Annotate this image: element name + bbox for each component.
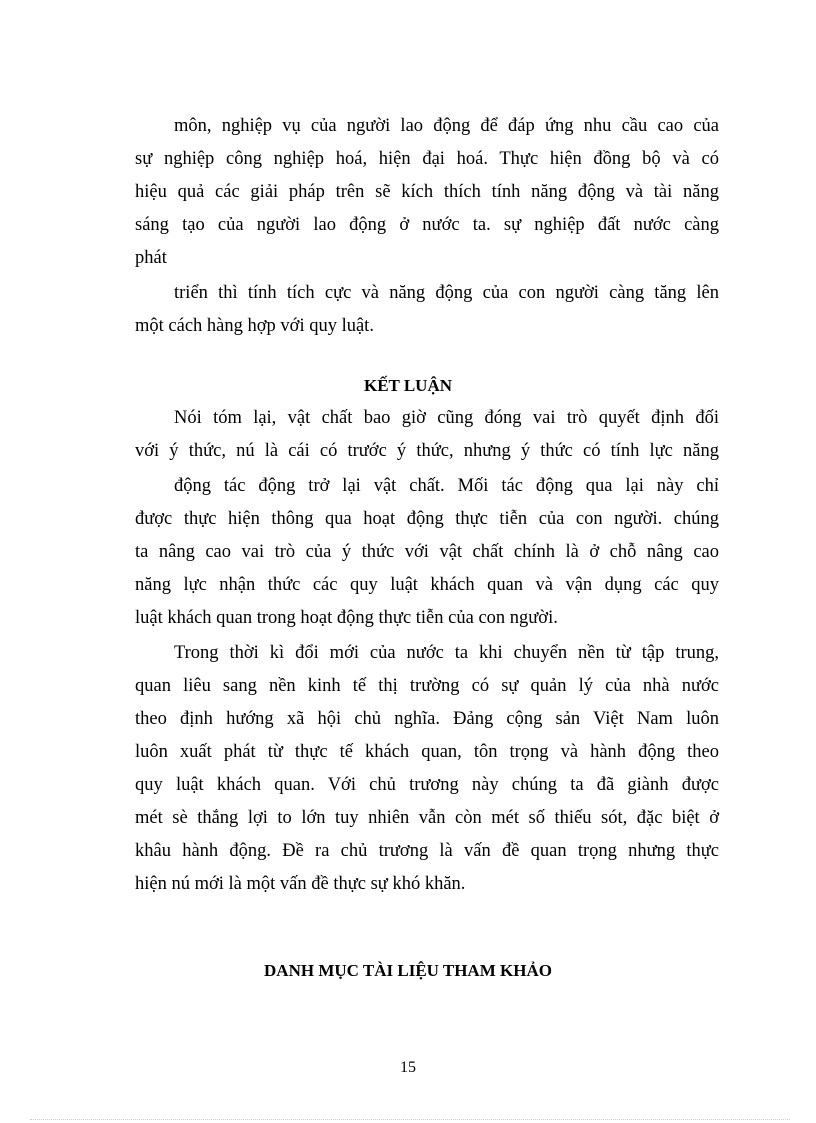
- page-number: 15: [400, 1059, 416, 1076]
- paragraph-line: năng lực nhận thức các quy luật khách quan và vận dụng các quy: [135, 575, 719, 595]
- references-heading: DANH MỤC TÀI LIỆU THAM KHẢO: [264, 961, 552, 980]
- paragraph-line: luôn xuất phát từ thực tế khách quan, tôn trọng và hành động theo: [135, 742, 719, 762]
- paragraph-line: động tác động trở lại vật chất. Mối tác động qua lại này chỉ: [174, 476, 719, 496]
- paragraph-line: sáng tạo của người lao động ở nước ta. sự nghiệp đất nước càng: [135, 215, 719, 235]
- paragraph-line: khâu hành động. Đề ra chủ trương là vấn đề quan trọng nhưng thực: [135, 841, 719, 861]
- paragraph-line: triển thì tính tích cực và năng động của con người càng tăng lên: [174, 283, 719, 303]
- paragraph-line: ta nâng cao vai trò của ý thức với vật chất chính là ở chỗ nâng cao: [135, 542, 719, 562]
- paragraph-line: phát: [135, 248, 167, 268]
- paragraph-line: Trong thời kì đổi mới của nước ta khi chuyển nền từ tập trung,: [174, 643, 719, 663]
- page-bottom-divider: [30, 1119, 790, 1120]
- paragraph-line: sự nghiệp công nghiệp hoá, hiện đại hoá. Thực hiện đồng bộ và có: [135, 149, 719, 169]
- paragraph-line: luật khách quan trong hoạt động thực tiễn của con người.: [135, 608, 558, 628]
- paragraph-line: theo định hướng xã hội chủ nghĩa. Đảng cộng sản Việt Nam luôn: [135, 709, 719, 729]
- paragraph-line: với ý thức, nú là cái có trước ý thức, nhưng ý thức có tính lực năng: [135, 441, 719, 461]
- paragraph-line: hiện nú mới là một vấn đề thực sự khó khăn.: [135, 874, 466, 894]
- paragraph-line: hiệu quả các giải pháp trên sẽ kích thích tính năng động và tài năng: [135, 182, 719, 202]
- paragraph-line: quan liêu sang nền kinh tế thị trường có sự quản lý của nhà nước: [135, 676, 719, 696]
- paragraph-line: mét sè thắng lợi to lớn tuy nhiên vẫn còn mét số thiếu sót, đặc biệt ở: [135, 808, 719, 828]
- paragraph-line: quy luật khách quan. Với chủ trương này chúng ta đã giành được: [135, 775, 719, 795]
- paragraph-line: Nói tóm lại, vật chất bao giờ cũng đóng vai trò quyết định đối: [174, 408, 719, 428]
- conclusion-heading: KẾT LUẬN: [363, 376, 452, 395]
- paragraph-line: môn, nghiệp vụ của người lao động để đáp ứng nhu cầu cao của: [174, 116, 719, 136]
- paragraph-line: được thực hiện thông qua hoạt động thực tiễn của con người. chúng: [135, 509, 719, 529]
- paragraph-line: một cách hàng hợp với quy luật.: [135, 316, 374, 336]
